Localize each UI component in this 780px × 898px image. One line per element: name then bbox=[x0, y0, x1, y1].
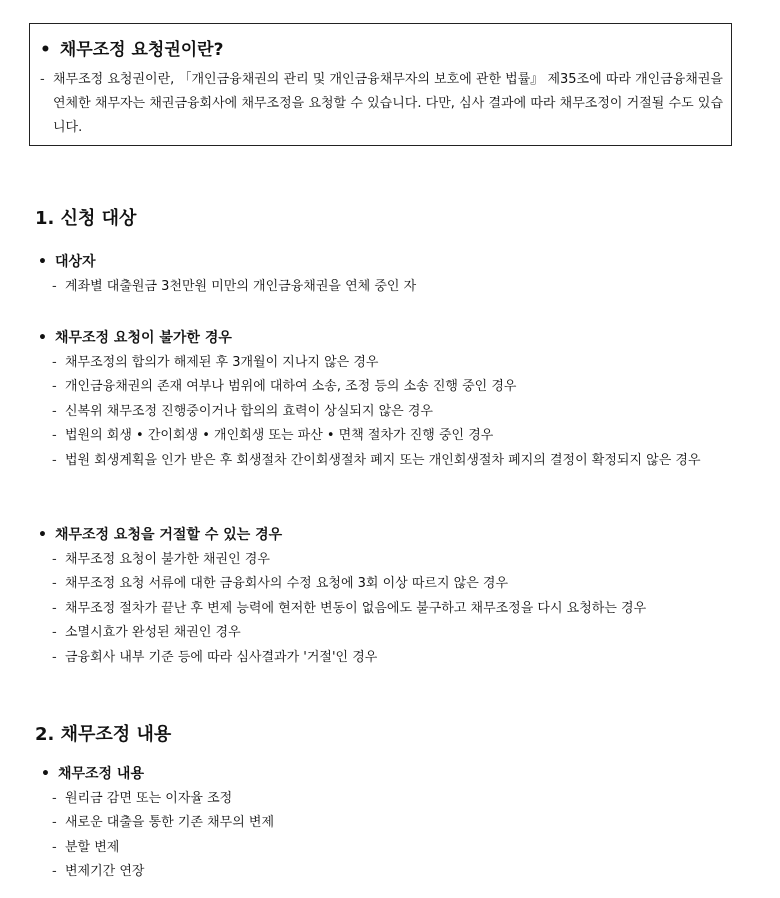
list-item-text: 채무조정 요청 서류에 대한 금융회사의 수정 요청에 3회 이상 따르지 않은 경우 bbox=[65, 576, 509, 592]
intro-body bbox=[40, 68, 723, 140]
not-allowed-list bbox=[52, 351, 726, 473]
list-item bbox=[52, 275, 726, 299]
bullet: • bbox=[38, 330, 47, 346]
list-item-text: 새로운 대출을 통한 기존 채무의 변제 bbox=[65, 815, 275, 831]
dash: - bbox=[52, 403, 57, 419]
list-item-text: 채무조정의 합의가 해제된 후 3개월이 지나지 않은 경우 bbox=[65, 355, 379, 370]
dash: - bbox=[40, 72, 45, 87]
list-item-text: 법원 회생계획을 인가 받은 후 회생절차 간이회생절차 폐지 또는 개인회생절차 폐지의 결정이 확정되지 않은 경우 bbox=[65, 452, 701, 468]
dash: - bbox=[52, 279, 57, 294]
subsection-title-eligible bbox=[38, 252, 96, 272]
list-item-text: 변제기간 연장 bbox=[65, 864, 145, 880]
dash: - bbox=[52, 379, 57, 395]
list-item bbox=[52, 548, 726, 572]
list-item bbox=[52, 597, 726, 621]
subsection-title-may-reject bbox=[38, 525, 282, 545]
dash: - bbox=[52, 600, 57, 616]
intro-title-text: 채무조정 요청권이란? bbox=[59, 40, 224, 60]
list-item bbox=[52, 621, 726, 645]
list-item-text: 개인금융채권의 존재 여부나 범위에 대하여 소송, 조정 등의 소송 진행 중인 경우 bbox=[65, 379, 517, 395]
adjustment-content-list bbox=[52, 787, 726, 885]
list-item bbox=[52, 787, 726, 811]
list-item bbox=[52, 572, 726, 596]
subsection-title-adjustment-content bbox=[41, 764, 144, 784]
list-item bbox=[52, 400, 726, 424]
list-item bbox=[52, 811, 726, 835]
list-item bbox=[52, 860, 726, 884]
dash: - bbox=[52, 649, 57, 665]
bullet: • bbox=[38, 527, 47, 543]
subsection-title-text: 채무조정 요청이 불가한 경우 bbox=[54, 330, 232, 346]
dash: - bbox=[52, 355, 57, 370]
list-item-text: 채무조정 요청이 불가한 채권인 경우 bbox=[65, 552, 270, 567]
dash: - bbox=[52, 428, 57, 444]
subsection-title-text: 채무조정 내용 bbox=[57, 766, 144, 782]
dash: - bbox=[52, 839, 57, 855]
list-item bbox=[52, 351, 726, 375]
bullet: • bbox=[38, 254, 47, 270]
list-item bbox=[52, 424, 726, 448]
dash: - bbox=[52, 815, 57, 831]
list-item-text: 계좌별 대출원금 3천만원 미만의 개인금융채권을 연체 중인 자 bbox=[65, 279, 417, 294]
dash: - bbox=[52, 452, 57, 468]
list-item-text: 채무조정 절차가 끝난 후 변제 능력에 현저한 변동이 없음에도 불구하고 채무조정을 다시 요청하는 경우 bbox=[65, 600, 647, 616]
subsection-title-text: 채무조정 요청을 거절할 수 있는 경우 bbox=[54, 527, 283, 543]
section-title-debt-adjustment: 2. 채무조정 내용 bbox=[35, 724, 172, 745]
list-item-text: 법원의 회생 • 간이회생 • 개인회생 또는 파산 • 면책 절차가 진행 중인 경우 bbox=[65, 428, 494, 444]
list-item bbox=[52, 646, 726, 670]
intro-title bbox=[40, 38, 723, 62]
list-item-text: 분할 변제 bbox=[65, 839, 120, 855]
subsection-title-not-allowed bbox=[38, 328, 232, 348]
list-item bbox=[52, 836, 726, 860]
dash: - bbox=[52, 791, 57, 806]
list-item bbox=[52, 375, 726, 399]
subsection-title-text: 대상자 bbox=[54, 254, 96, 270]
intro-box bbox=[29, 23, 732, 146]
intro-body-text: 채무조정 요청권이란, 「개인금융채권의 관리 및 개인금융채무자의 보호에 관한 법률』 제35조에 따라 개인금융채권을 연체한 채무자는 채권금융회사에 채무조정을 요청할 수 있습니다. 다만, 심사 결과에 따라 채무조정이 거절될 수도 있습니다. bbox=[53, 72, 723, 135]
list-item-text: 소멸시효가 완성된 채권인 경우 bbox=[65, 625, 241, 641]
dash: - bbox=[52, 625, 57, 641]
may-reject-list bbox=[52, 548, 726, 670]
dash: - bbox=[52, 576, 57, 592]
dash: - bbox=[52, 864, 57, 880]
list-item-text: 금융회사 내부 기준 등에 따라 심사결과가 '거절'인 경우 bbox=[65, 649, 378, 665]
eligible-list bbox=[52, 275, 726, 299]
list-item-text: 신복위 채무조정 진행중이거나 합의의 효력이 상실되지 않은 경우 bbox=[65, 403, 433, 419]
bullet: • bbox=[41, 766, 50, 782]
list-item bbox=[52, 449, 726, 473]
section-title-apply-target: 1. 신청 대상 bbox=[35, 208, 137, 229]
list-item-text: 원리금 감면 또는 이자율 조정 bbox=[65, 791, 233, 806]
dash: - bbox=[52, 552, 57, 567]
bullet: • bbox=[40, 40, 51, 60]
